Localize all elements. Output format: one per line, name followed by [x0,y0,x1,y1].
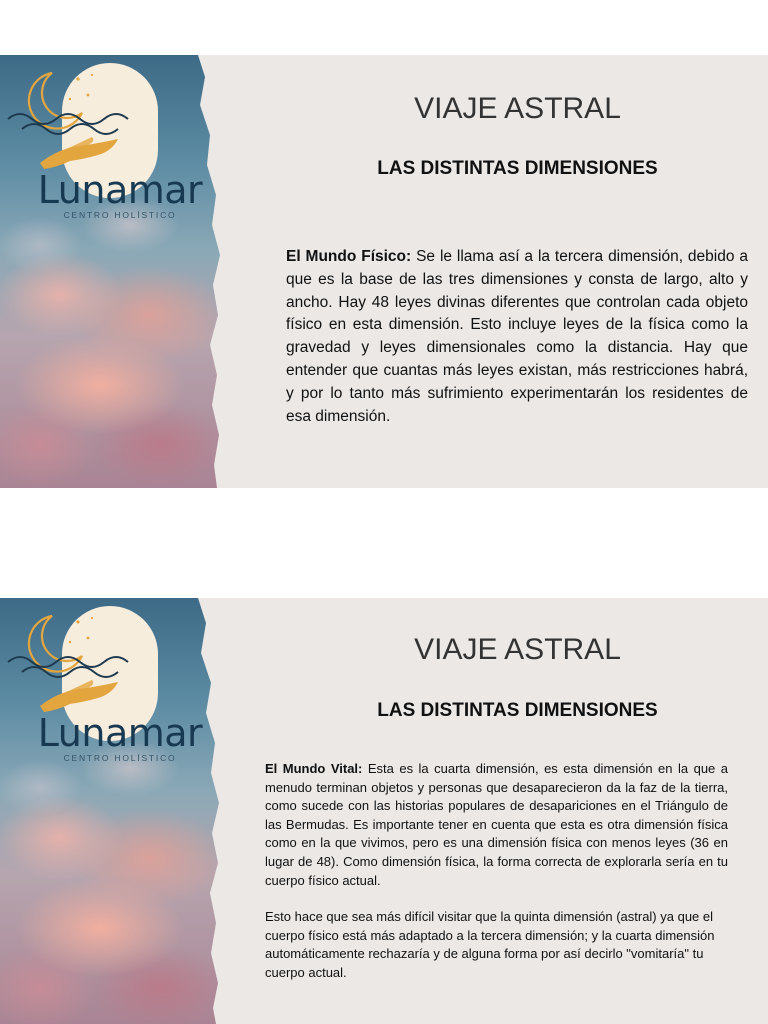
slide-2 [0,598,768,1024]
body-text [286,246,748,428]
logo-icon [0,55,140,185]
cloud-sky-image [0,55,230,488]
body-paragraph-1 [265,760,728,890]
star-icon [69,617,93,643]
body-paragraph: Se le llama así a la tercera dimensión, debido a que es la base de las tres dimensiones y consta de largo, alto y ancho. Hay 48 leyes divinas diferentes que controlan cada objeto físico en esta dimensión. Esto incluye leyes de la física como la gravedad y leyes dimensionales como la distancia. Hay que entender que cuantas más leyes existan, más restricciones habrá, y por lo tanto más sufrimiento experimentarán los residentes de esa dimensión. [286,248,748,425]
logo-icon [0,598,140,728]
brand-tagline: CENTRO HOLÍSTICO [63,753,177,763]
hand-icon [40,680,118,712]
brand-name: Lunamar [37,711,203,755]
star-icon [69,74,93,100]
slide-subtitle: LAS DISTINTAS DIMENSIONES [377,158,658,179]
brand-tagline: CENTRO HOLÍSTICO [63,210,177,220]
term-label: El Mundo Físico: [286,248,412,265]
hand-icon [40,137,118,169]
slide-title: VIAJE ASTRAL [414,633,621,666]
term-label: El Mundo Vital: [265,761,363,776]
slide-title: VIAJE ASTRAL [414,92,621,125]
cloud-sky-image [0,598,230,1024]
slide-1 [0,55,768,488]
body-text [265,760,728,983]
slide-subtitle: LAS DISTINTAS DIMENSIONES [377,700,658,721]
body-paragraph: Esta es la cuarta dimensión, es esta dimensión en la que a menudo terminan objetos y personas que desaparecieron da la faz de la tierra, como sucede con las historias populares de desapariciones en el Triángulo de las Bermudas. Es importante tener en cuenta que esta es otra dimensión física como en la que vivimos, pero es una dimensión física con menos leyes (36 en lugar de 48). Como dimensión física, la forma correcta de explorarla sería en tu cuerpo físico actual. [265,761,728,888]
body-paragraph-2: Esto hace que sea más difícil visitar que la quinta dimensión (astral) ya que el cuerpo físico está más adaptado a la tercera dimensión; y la cuarta dimensión automáticamente rechazaría y de alguna forma por así decirlo "vomitaría" tu cuerpo actual. [265,909,715,980]
brand-name: Lunamar [37,168,203,212]
